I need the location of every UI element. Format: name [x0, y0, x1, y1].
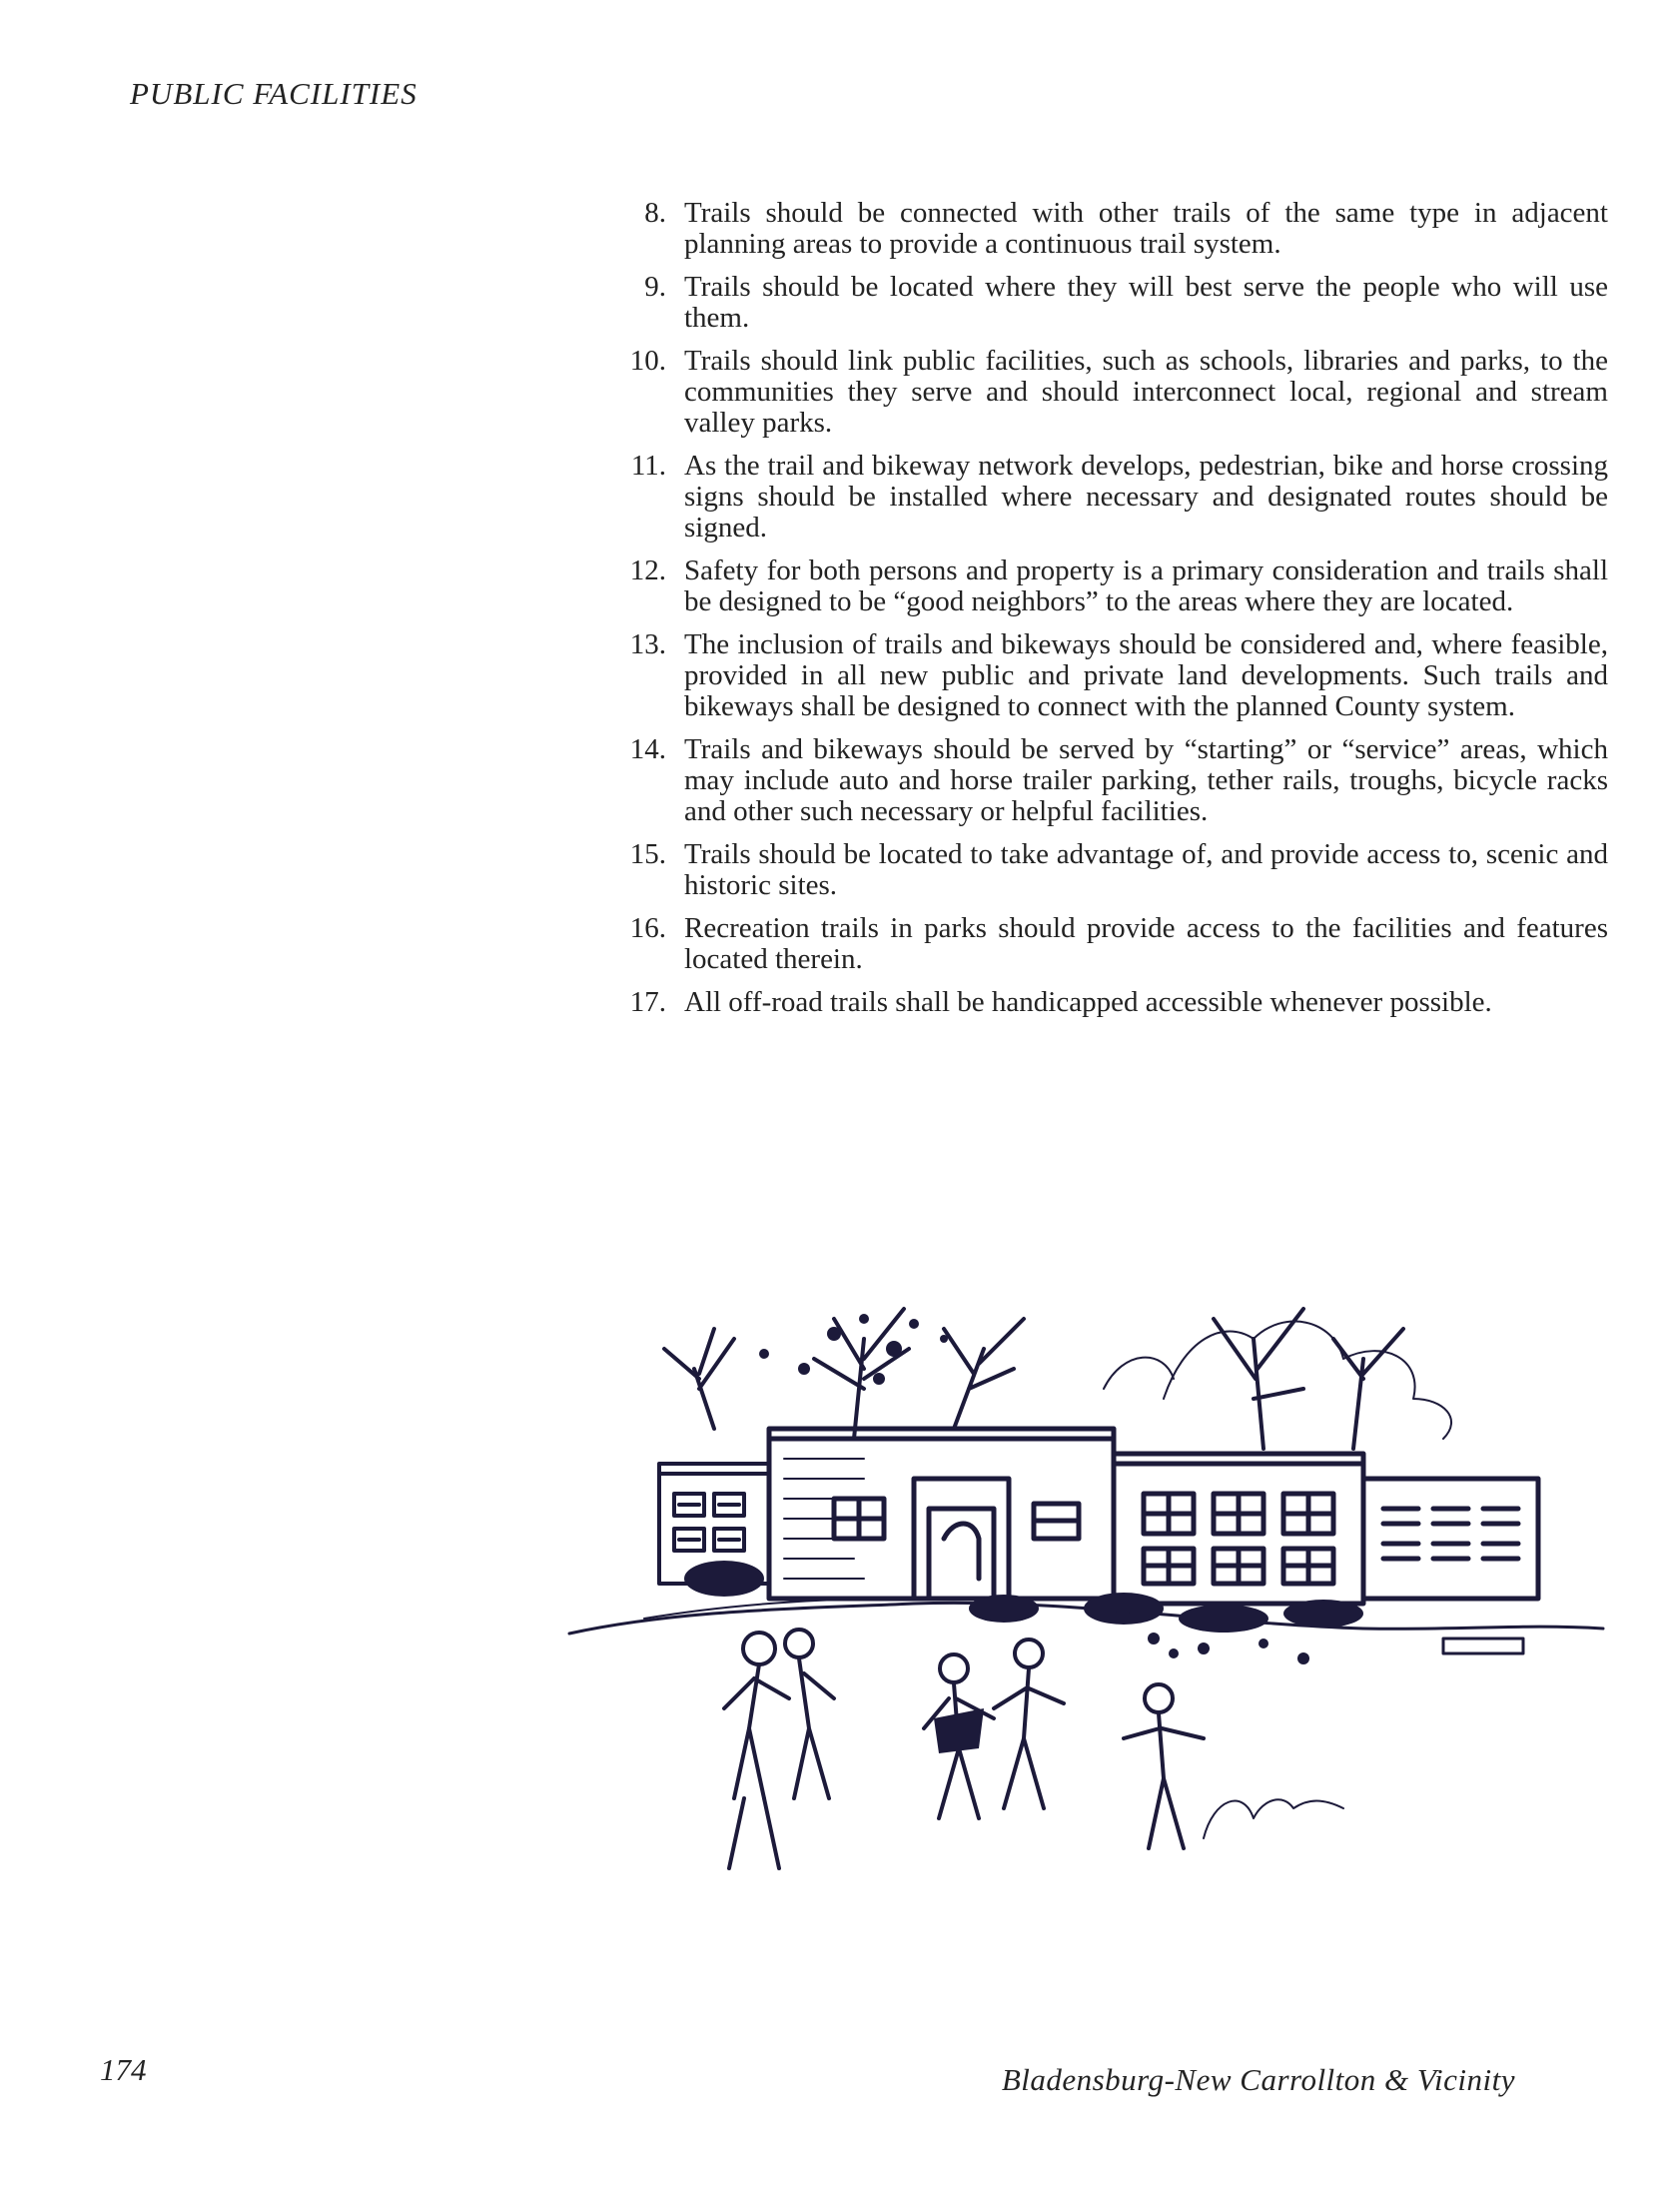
item-number: 12.: [629, 554, 666, 586]
item-number: 16.: [629, 912, 666, 944]
item-text: As the trail and bikeway network develops, pedestrian, bike and horse crossing signs should be installed where necessary and designated routes should be signed.: [684, 450, 1608, 544]
list-item: [609, 734, 1608, 827]
item-text: Trails should be connected with other trails of the same type in adjacent planning areas to provide a continuous trail system.: [684, 197, 1608, 260]
person-figure: [994, 1640, 1064, 1808]
item-number: 13.: [629, 628, 666, 660]
item-text: Trails should link public facilities, such as schools, libraries and parks, to the communities they serve and should interconnect local, regional and stream valley parks.: [684, 345, 1608, 439]
right-wing-building: [1114, 1454, 1538, 1604]
item-text: All off-road trails shall be handicapped accessible whenever possible.: [684, 986, 1492, 1018]
item-number: 9.: [644, 271, 666, 303]
item-number: 10.: [629, 345, 666, 377]
person-figure: [924, 1654, 994, 1818]
list-item: [609, 987, 1608, 1018]
item-text: Trails should be located where they will best serve the people who will use them.: [684, 271, 1608, 334]
list-item: [609, 913, 1608, 975]
list-item: [609, 451, 1608, 544]
list-item: [609, 629, 1608, 722]
item-text: Recreation trails in parks should provide access to the facilities and features located therein.: [684, 912, 1608, 975]
list-item: [609, 198, 1608, 260]
item-number: 14.: [629, 733, 666, 765]
list-item: [609, 272, 1608, 334]
item-number: 15.: [629, 838, 666, 870]
person-figure: [724, 1633, 789, 1868]
item-text: Trails and bikeways should be served by “starting” or “service” areas, which may include auto and horse trailer parking, tether rails, troughs, bicycle racks and other such necessary or helpful facilities.: [684, 733, 1608, 827]
main-building: [769, 1429, 1114, 1599]
item-text: The inclusion of trails and bikeways should be considered and, where feasible, provided in all new public and private land developments. Such trails and bikeways shall be designed to connect with the planned County system.: [684, 628, 1608, 722]
person-figure: [1124, 1684, 1204, 1848]
item-number: 8.: [644, 197, 666, 229]
item-number: 17.: [629, 986, 666, 1018]
running-head: PUBLIC FACILITIES: [130, 76, 418, 111]
list-item: [609, 555, 1608, 617]
page-number: 174: [100, 2052, 147, 2087]
person-figure: [785, 1630, 834, 1798]
item-number: 11.: [630, 450, 666, 482]
list-item: [609, 839, 1608, 901]
school-sketch-illustration: [564, 1279, 1608, 1938]
item-text: Trails should be located to take advantage of, and provide access to, scenic and historic sites.: [684, 838, 1608, 901]
item-text: Safety for both persons and property is a primary consideration and trails shall be designed to be “good neighbors” to the areas where they are located.: [684, 554, 1608, 617]
document-title: Bladensburg-New Carrollton & Vicinity: [1001, 2062, 1515, 2097]
list-item: [609, 346, 1608, 439]
trail-guidelines-list: [609, 198, 1608, 1030]
artist-signature: [1204, 1799, 1343, 1838]
